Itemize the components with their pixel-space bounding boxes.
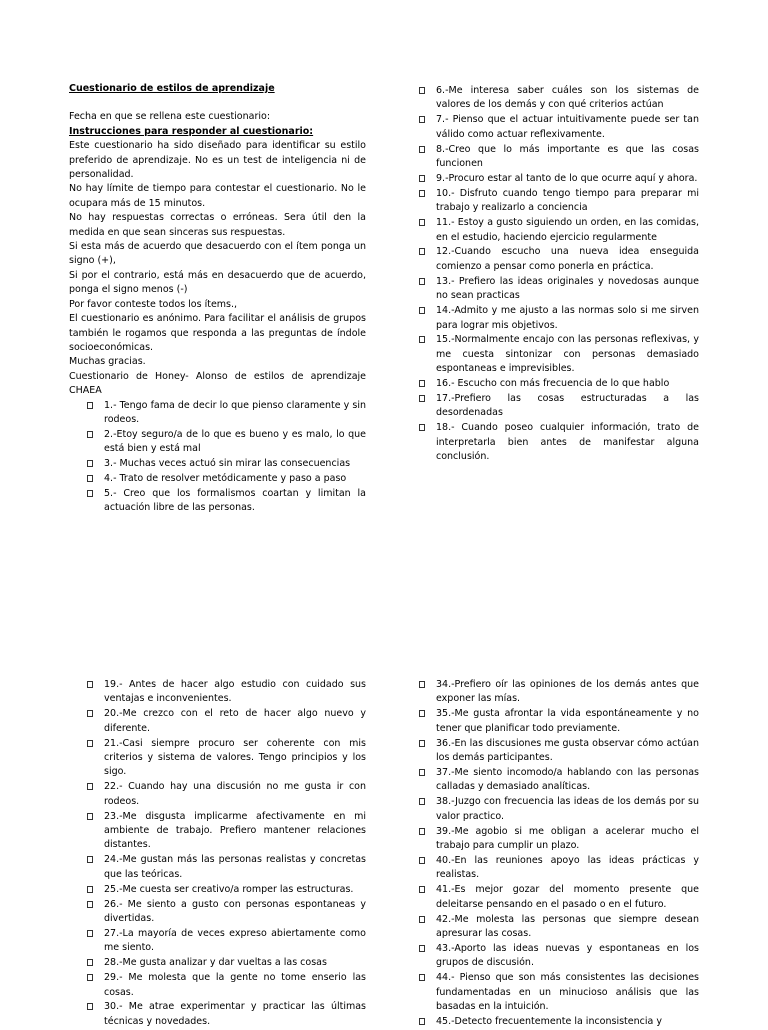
checkbox-icon[interactable] [87,460,93,467]
question-item [86,883,366,897]
checkbox-icon[interactable] [419,336,425,343]
question-item [418,392,699,421]
question-text: 18.- Cuando poseo cualquier información, trato de interpretarla bien antes de manifestar alguna conclusión. [436,422,699,463]
checkbox-icon[interactable] [87,959,93,966]
question-text: 15.-Normalmente encajo con las personas reflexivas, y me cuesta sintonizar con personas demasiado espontaneas e imprevisibles. [436,334,699,375]
question-list [86,399,366,516]
question-text: 44.- Pienso que son más consistentes las decisiones fundamentadas en un minucioso análisis que las basadas en la intuición. [436,972,699,1012]
question-item [418,172,699,186]
checkbox-icon[interactable] [419,116,425,123]
question-text: 13.- Prefiero las ideas originales y novedosas aunque no sean practicas [436,275,699,302]
checkbox-icon[interactable] [87,681,93,688]
question-text: 36.-En las discusiones me gusta observar cómo actúan los demás participantes. [436,737,699,764]
date-line: Fecha en que se rellena este cuestionario: [69,111,271,123]
question-text: 12.-Cuando escucho una nueva idea enseguida comienzo a pensar como ponerla en práctica. [436,246,699,272]
checkbox-icon[interactable] [87,886,93,893]
question-item [418,187,699,216]
checkbox-icon[interactable] [419,424,425,431]
question-item [86,457,366,471]
document-title: Cuestionario de estilos de aprendizaje [69,83,275,94]
checkbox-icon[interactable] [87,783,93,790]
question-item [418,707,699,736]
question-text: 40.-En las reuniones apoyo las ideas prácticas y realistas. [436,854,699,881]
question-item [86,428,366,457]
question-text: 8.-Creo que lo más importante es que las cosas funcionen [436,143,699,170]
question-text: 20.-Me crezco con el reto de hacer algo nuevo y diferente. [104,708,366,734]
question-text: 38.-Juzgo con frecuencia las ideas de los demás por su valor practico. [436,796,699,822]
question-text: 37.-Me siento incomodo/a hablando con las personas calladas y demasiado analíticas. [436,766,699,793]
checkbox-icon[interactable] [87,974,93,981]
intro-column [69,82,366,516]
question-text: 6.-Me interesa saber cuáles son los sistemas de valores de los demás y con qué criterios actúan [436,85,699,111]
question-item [418,304,699,333]
question-item [418,854,699,883]
checkbox-icon[interactable] [419,740,425,747]
question-item [418,766,699,795]
question-text: 27.-La mayoría de veces expreso abiertamente como me siento. [104,927,366,954]
checkbox-icon[interactable] [87,901,93,908]
checkbox-icon[interactable] [87,475,93,482]
question-item [86,399,366,428]
question-item [418,883,699,912]
checkbox-icon[interactable] [87,856,93,863]
question-text: 1.- Tengo fama de decir lo que pienso claramente y sin rodeos. [104,399,366,425]
question-text: 11.- Estoy a gusto siguiendo un orden, en las comidas, en el estudio, haciendo ejercicio regularmente [436,217,699,243]
checkbox-icon[interactable] [419,87,425,94]
question-text: 23.-Me disgusta implicarme afectivamente en mi ambiente de trabajo. Prefiero mantener relaciones distantes. [104,810,366,851]
question-text: 21.-Casi siempre procuro ser coherente con mis criterios y sistema de valores. Tengo principios y los sigo. [104,737,366,778]
question-column-right-top [418,84,699,465]
question-text: 30.- Me atrae experimentar y practicar las últimas técnicas y novedades. [104,1001,366,1027]
question-text: 22.- Cuando hay una discusión no me gusta ir con rodeos. [104,781,366,807]
instructions-heading: Instrucciones para responder al cuestionario: [69,125,314,137]
paragraph: Por favor conteste todos los ítems., [69,298,238,310]
question-item [86,707,366,736]
paragraph: No hay límite de tiempo para contestar el cuestionario. No le ocupara más de 15 minutos. [69,183,366,209]
paragraph: Este cuestionario ha sido diseñado para identificar su estilo preferido de aprendizaje. No es un test de inteligencia ni de personalidad. [69,140,366,181]
checkbox-icon[interactable] [419,190,425,197]
question-item [86,780,366,809]
question-item [418,971,699,1014]
question-item [86,678,366,707]
checkbox-icon[interactable] [419,248,425,255]
question-item [418,737,699,766]
question-column-left-bottom [86,678,366,1030]
checkbox-icon[interactable] [419,219,425,226]
question-item [86,927,366,956]
question-text: 24.-Me gustan más las personas realistas y concretas que las teóricas. [104,854,366,880]
question-text: 34.-Prefiero oír las opiniones de los demás antes que exponer las mías. [436,679,699,705]
question-text: 17.-Prefiero las cosas estructuradas a las desordenadas [436,393,699,419]
checkbox-icon[interactable] [419,769,425,776]
checkbox-icon[interactable] [87,740,93,747]
checkbox-icon[interactable] [419,886,425,893]
question-item [418,113,699,142]
question-text: 9.-Procuro estar al tanto de lo que ocurre aquí y ahora. [436,172,698,184]
question-item [86,737,366,780]
question-item [418,143,699,172]
question-item [418,333,699,376]
checkbox-icon[interactable] [419,278,425,285]
paragraph: El cuestionario es anónimo. Para facilitar el análisis de grupos también le rogamos que responda a las preguntas de índole socioeconómicas. [69,313,366,353]
question-item [86,487,366,516]
checkbox-icon[interactable] [419,681,425,688]
question-text: 2.-Etoy seguro/a de lo que es bueno y es malo, lo que está bien y está mal [104,428,366,455]
checkbox-icon[interactable] [419,945,425,952]
question-text: 35.-Me gusta afrontar la vida espontáneamente y no tener que planificar todo previamente. [436,708,699,734]
question-text: 25.-Me cuesta ser creativo/a romper las estructuras. [104,883,354,895]
question-item [86,971,366,1000]
question-text: 16.- Escucho con más frecuencia de lo que hablo [436,378,670,390]
paragraph: No hay respuestas correctas o erróneas. Sera útil den la medida en que sean sinceras sus respuestas. [69,212,366,238]
checkbox-icon[interactable] [87,431,93,438]
checkbox-icon[interactable] [87,490,93,497]
paragraph: Si esta más de acuerdo que desacuerdo con el ítem ponga un signo (+), [69,241,366,267]
question-column-right-bottom [418,678,699,1030]
paragraph: Cuestionario de Honey- Alonso de estilos de aprendizaje CHAEA [69,370,366,397]
question-item [418,216,699,245]
checkbox-icon[interactable] [419,710,425,717]
question-item [418,1015,699,1029]
question-item [418,825,699,854]
checkbox-icon[interactable] [419,146,425,153]
question-text: 14.-Admito y me ajusto a las normas solo si me sirven para lograr mis objetivos. [436,305,699,331]
question-text: 3.- Muchas veces actuó sin mirar las consecuencias [104,458,351,470]
question-item [86,898,366,927]
question-item [418,795,699,824]
question-item [418,377,699,391]
checkbox-icon[interactable] [419,395,425,402]
checkbox-icon[interactable] [419,916,425,923]
question-text: 41.-Es mejor gozar del momento presente que deleitarse pensando en el pasado o en el futuro. [436,884,699,910]
checkbox-icon[interactable] [419,974,425,981]
checkbox-icon[interactable] [419,380,425,387]
checkbox-icon[interactable] [87,930,93,937]
paragraph: Si por el contrario, está más en desacuerdo que de acuerdo, ponga el signo menos (-) [69,269,366,296]
question-item [418,421,699,464]
question-text: 29.- Me molesta que la gente no tome enserio las cosas. [104,972,366,998]
checkbox-icon[interactable] [87,710,93,717]
question-item [86,472,366,486]
question-item [418,84,699,113]
question-text: 39.-Me agobio si me obligan a acelerar mucho el trabajo para cumplir un plazo. [436,825,699,851]
checkbox-icon[interactable] [419,828,425,835]
question-text: 4.- Trato de resolver metódicamente y paso a paso [104,473,347,485]
question-text: 28.-Me gusta analizar y dar vueltas a las cosas [104,957,327,969]
question-item [418,275,699,304]
question-text: 45.-Detecto frecuentemente la inconsistencia y [436,1015,662,1027]
question-item [418,245,699,274]
question-item [418,678,699,707]
question-text: 19.- Antes de hacer algo estudio con cuidado sus ventajas e inconvenientes. [104,679,366,705]
checkbox-icon[interactable] [419,175,425,182]
checkbox-icon[interactable] [419,307,425,314]
question-item [86,810,366,853]
question-item [86,956,366,970]
checkbox-icon[interactable] [87,402,93,409]
question-item [418,942,699,971]
checkbox-icon[interactable] [419,798,425,805]
checkbox-icon[interactable] [87,1003,93,1010]
question-text: 42.-Me molesta las personas que siempre desean apresurar las cosas. [436,913,699,939]
question-text: 43.-Aporto las ideas nuevas y espontaneas en los grupos de discusión. [436,942,699,969]
question-item [418,913,699,942]
checkbox-icon[interactable] [419,857,425,864]
checkbox-icon[interactable] [87,813,93,820]
question-text: 5.- Creo que los formalismos coartan y limitan la actuación libre de las personas. [104,487,366,514]
paragraph: Muchas gracias. [69,356,146,368]
question-item [86,1000,366,1029]
question-text: 26.- Me siento a gusto con personas espontaneas y divertidas. [104,898,366,924]
question-text: 10.- Disfruto cuando tengo tiempo para preparar mi trabajo y realizarlo a conciencia [436,187,699,214]
question-item [86,853,366,882]
question-text: 7.- Pienso que el actuar intuitivamente puede ser tan válido como actuar reflexivamente. [436,114,699,140]
